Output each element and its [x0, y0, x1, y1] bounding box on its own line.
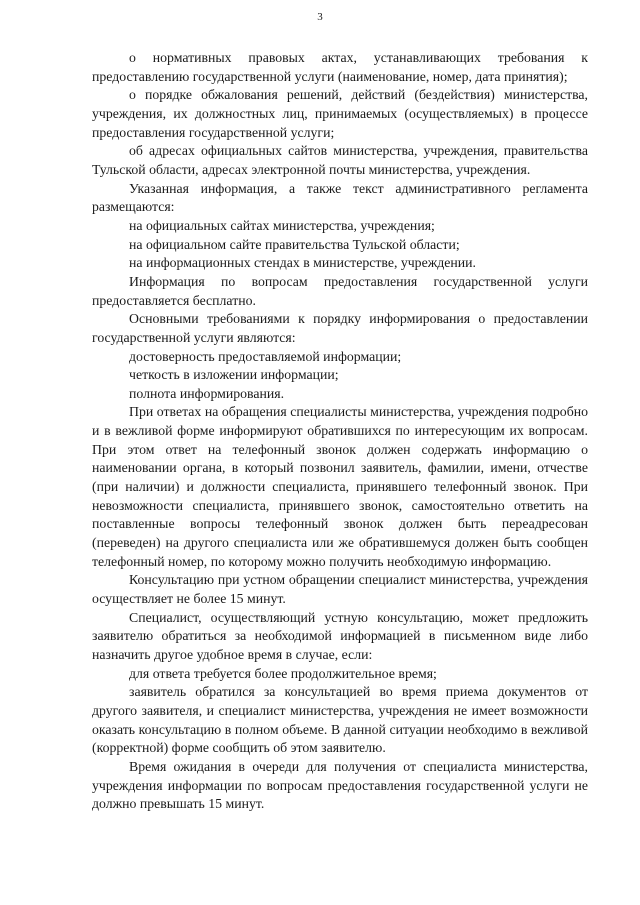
- paragraph: о нормативных правовых актах, устанавливающих требования к предоставлению государственной услуги (наименование, номер, дата принятия);: [92, 50, 588, 84]
- list-item: для ответа требуется более продолжительное время;: [129, 665, 437, 681]
- document-body: [92, 49, 588, 814]
- paragraph: Консультацию при устном обращении специалист министерства, учреждения осуществляет не более 15 минут.: [92, 572, 588, 607]
- paragraph: Специалист, осуществляющий устную консультацию, может предложить заявителю обратиться за необходимой информацией в письменном виде либо назначить другое удобное время в случае, если:: [92, 609, 588, 662]
- list-item: четкость в изложении информации;: [129, 367, 339, 383]
- list-item: на информационных стендах в министерстве, учреждении.: [129, 255, 476, 271]
- paragraph: Информация по вопросам предоставления государственной услуги предоставляется бесплатно.: [92, 273, 588, 308]
- paragraph: Время ожидания в очереди для получения от специалиста министерства, учреждения информации по вопросам предоставления государственной услуги не должно превышать 15 минут.: [92, 758, 588, 812]
- paragraph: При ответах на обращения специалисты министерства, учреждения подробно и в вежливой форме информируют обратившихся по интересующим их вопросам. При этом ответ на телефонный звонок должен содержать информацию о наименовании органа, в который позвонил заявитель, фамилии, имени, отчестве (при наличии) и должности специалиста, принявшего телефонный звонок. При невозможности специалиста, принявшего звонок, самостоятельно ответить на поставленные вопросы телефонный звонок должен быть переадресован (переведен) на другого специалиста или же обратившемуся должен быть сообщен телефонный номер, по которому можно получить необходимую информацию.: [92, 404, 588, 569]
- paragraph: Указанная информация, а также текст административного регламента размещаются:: [92, 180, 588, 215]
- paragraph: о порядке обжалования решений, действий (бездействия) министерства, учреждения, их должностных лиц, принимаемых (осуществляемых) в процессе предоставления государственной услуги;: [92, 87, 588, 140]
- list-item: достоверность предоставляемой информации;: [129, 348, 402, 364]
- list-item: полнота информирования.: [129, 385, 285, 401]
- paragraph: об адресах официальных сайтов министерства, учреждения, правительства Тульской области, адресах электронной почты министерства, учреждения.: [92, 143, 588, 177]
- list-item: на официальных сайтах министерства, учреждения;: [129, 217, 435, 233]
- list-item: на официальном сайте правительства Тульской области;: [129, 236, 460, 252]
- page-number: 3: [317, 11, 323, 23]
- paragraph: заявитель обратился за консультацией во время приема документов от другого заявителя, и специалист министерства, учреждения не имеет возможности оказать консультацию в полном объеме. В данной ситуации необходимо в вежливой (корректной) форме сообщить об этом заявителю.: [92, 684, 588, 756]
- paragraph: Основными требованиями к порядку информирования о предоставлении государственной услуги являются:: [92, 311, 588, 345]
